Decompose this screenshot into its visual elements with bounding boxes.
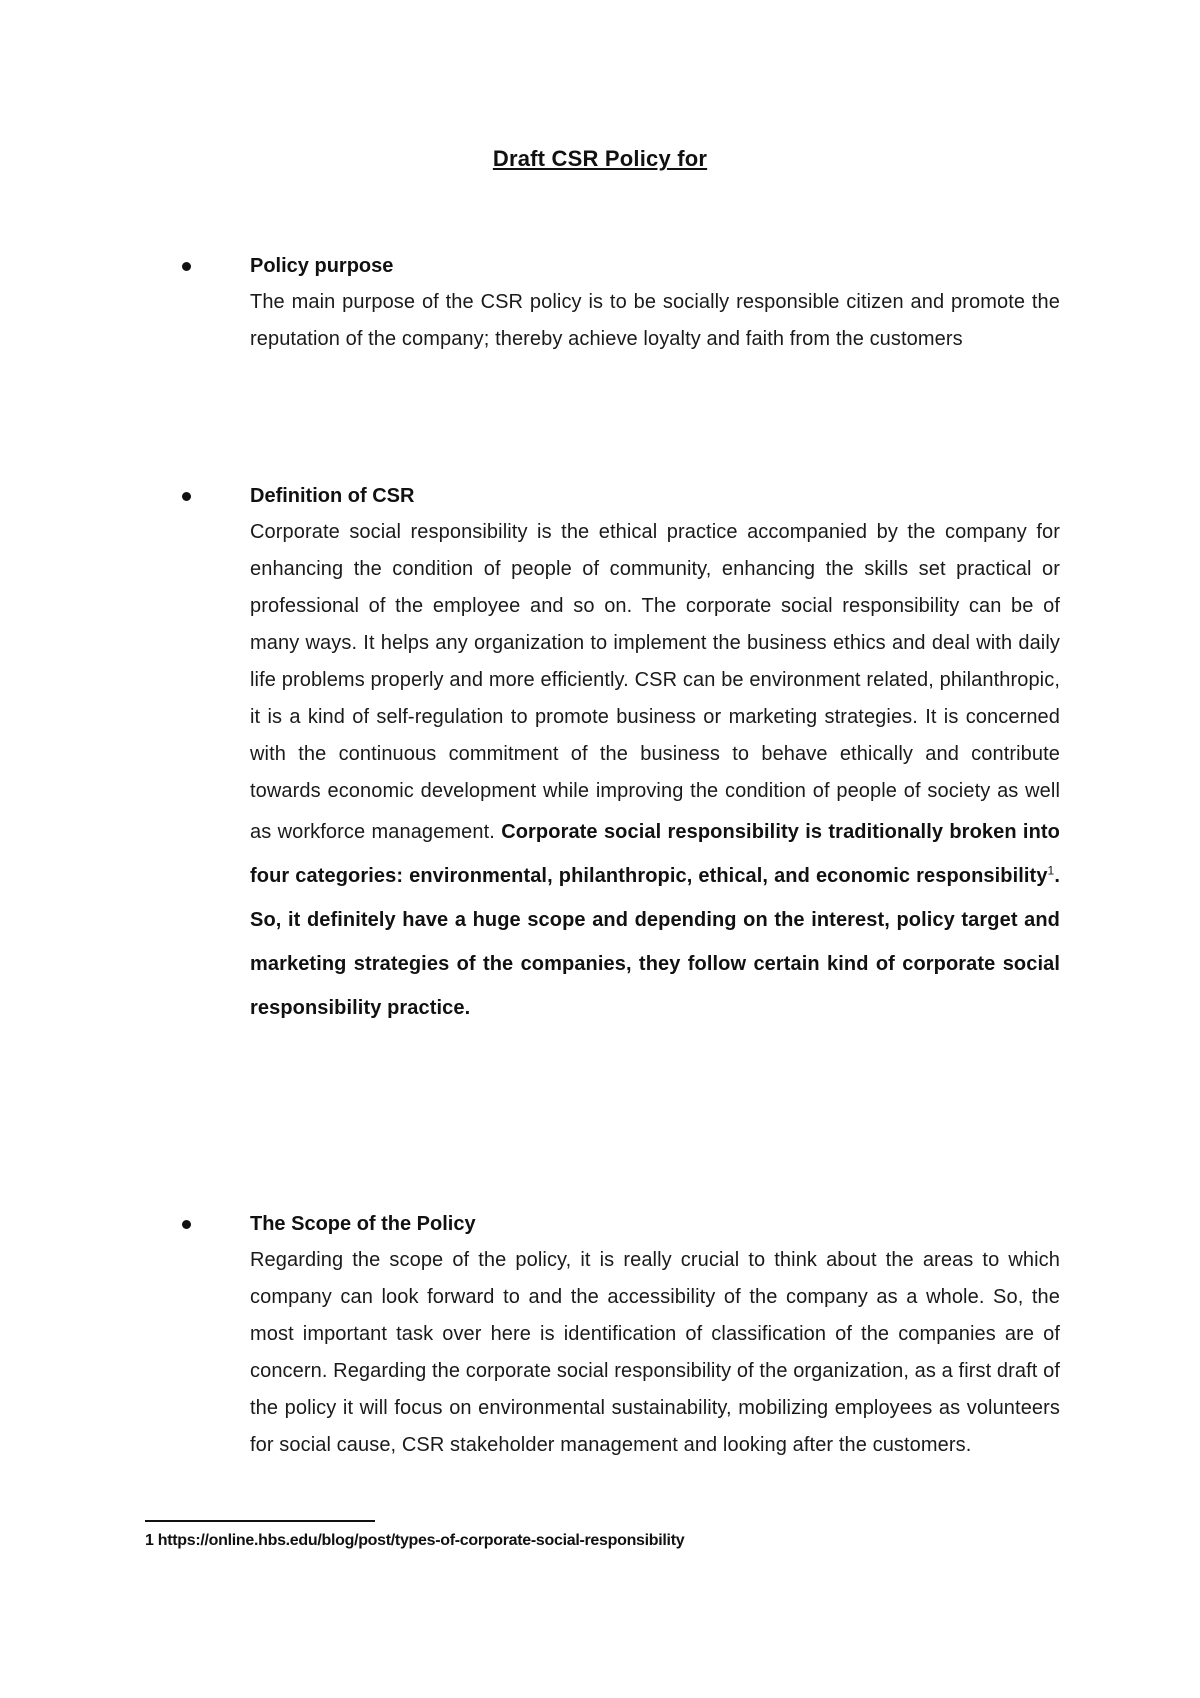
section-body-plain: Corporate social responsibility is the ethical practice accompanied by the company for enhancing the condition of people of community, enhancing the skills set practical or professional of the employee and so on. The corporate social responsibility can be of many ways. It helps any organization to implement the business ethics and deal with daily life problems properly and more efficiently. CSR can be environment related, philanthropic, it is a kind of self-regulation to promote business or marketing strategies. It is concerned with the continuous commitment of the business to behave ethically and contribute towards economic development while improving the condition of people of society as well as workforce management. [250,521,1060,843]
bullet-icon [182,1220,191,1229]
section-body: The main purpose of the CSR policy is to be socially responsible citizen and promote the reputation of the company; thereby achieve loyalty and faith from the customers [250,291,1060,350]
footnote-separator [145,1520,375,1522]
section-definition-of-csr [250,482,1060,1030]
section-scope-of-policy [250,1210,1060,1464]
section-body [250,514,1060,1030]
footnote-text[interactable]: 1 https://online.hbs.edu/blog/post/types-of-corporate-social-responsibility [145,1532,685,1549]
section-heading: Policy purpose [250,255,394,277]
section-policy-purpose [250,252,1060,358]
section-body: Regarding the scope of the policy, it is really crucial to think about the areas to which company can look forward to and the accessibility of the company as a whole. So, the most important task over here is identification of classification of the companies are of concern. Regarding the corporate social responsibility of the organization, as a first draft of the policy it will focus on environmental sustainability, mobilizing employees as volunteers for social cause, CSR stakeholder management and looking after the customers. [250,1249,1060,1456]
bullet-icon [182,262,191,271]
document-title: Draft CSR Policy for [492,146,708,171]
footnote-reference[interactable]: 1 [1047,863,1055,878]
section-heading: The Scope of the Policy [250,1213,476,1235]
section-body-bold-continued: . So, it definitely have a huge scope and depending on the interest, policy target and marketing strategies of the companies, they follow certain kind of corporate social responsibility practice. [250,865,1060,1019]
bullet-icon [182,492,191,501]
section-body-bold: Corporate social responsibility is traditionally broken into four categories: environmental, philanthropic, ethical, and economic responsibility [250,821,1060,887]
section-heading: Definition of CSR [250,485,415,507]
